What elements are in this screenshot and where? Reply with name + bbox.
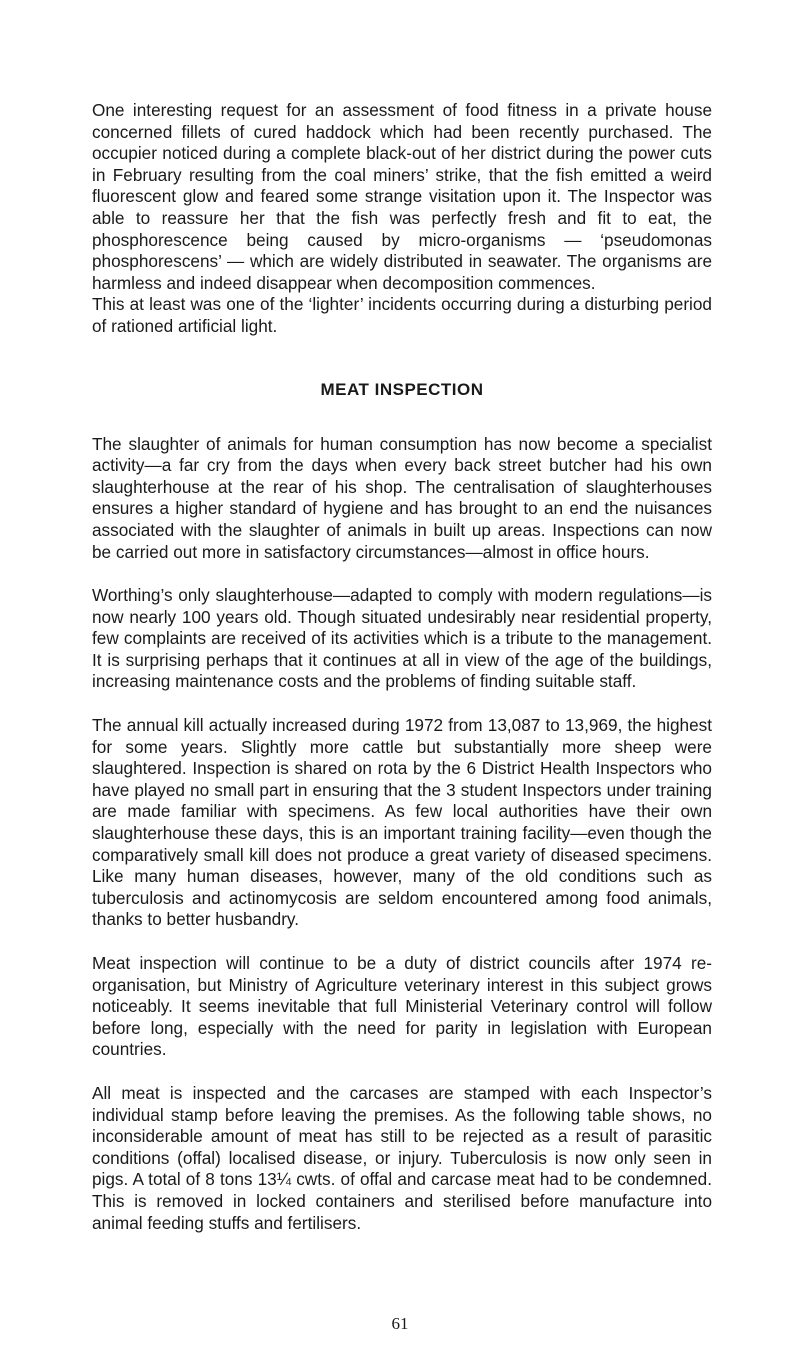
- paragraph-fish-request: One interesting request for an assessment of food fitness in a private house concerned fillets of cured haddock which had been recently purchased. The occupier noticed during a complete black-out of her district during the power cuts in February resulting from the coal miners’ strike, that the fish emitted a weird fluorescent glow and feared some strange visitation upon it. The Inspector was able to reassure her that the fish was perfectly fresh and fit to eat, the phosphorescence being caused by micro-organisms — ‘pseudomonas phosphorescens’ — which are widely distributed in seawater. The organisms are harmless and indeed disappear when decomposition commences.: [92, 100, 712, 293]
- paragraph-worthing-slaughterhouse: Worthing’s only slaughterhouse—adapted to comply with modern regulations—is now nearly 100 years old. Though situated undesirably near residential property, few complaints are received of its activities which is a tribute to the management. It is surprising perhaps that it continues at all in view of the age of the buildings, increasing maintenance costs and the problems of finding suitable staff.: [92, 585, 712, 692]
- paragraph-carcase-stamping: All meat is inspected and the carcases are stamped with each Inspector’s individual stamp before leaving the premises. As the following table shows, no inconsiderable amount of meat has still to be rejected as a result of parasitic conditions (offal) localised disease, or injury. Tuberculosis is now only seen in pigs. A total of 8 tons 13¼ cwts. of offal and carcase meat had to be condemned. This is removed in locked containers and sterilised before manufacture into animal feeding stuffs and fertilisers.: [92, 1082, 712, 1233]
- document-page: [92, 100, 712, 1234]
- paragraph-slaughter-specialist: The slaughter of animals for human consumption has now become a specialist activity—a far cry from the days when every back street butcher had his own slaughterhouse at the rear of his shop. The centralisation of slaughterhouses ensures a higher standard of hygiene and has brought to an end the nuisances associated with the slaughter of animals in built up areas. Inspections can now be carried out more in satisfactory circumstances—almost in office hours.: [92, 433, 712, 562]
- page-number: 61: [391, 1314, 409, 1333]
- section-heading-meat-inspection: MEAT INSPECTION: [320, 379, 484, 399]
- paragraph-annual-kill: The annual kill actually increased during 1972 from 13,087 to 13,969, the highest for some years. Slightly more cattle but substantially more sheep were slaughtered. Inspection is shared on rota by the 6 District Health Inspectors who have played no small part in ensuring that the 3 student Inspectors under training are made familiar with specimens. As few local authorities have their own slaughterhouse these days, this is an important training facility—even though the comparatively small kill does not produce a great variety of diseased specimens. Like many human diseases, however, many of the old conditions such as tuberculosis and actinomycosis are seldom encountered among food animals, thanks to better husbandry.: [92, 715, 712, 930]
- paragraph-lighter-incidents: This at least was one of the ‘lighter’ incidents occurring during a disturbing period of rationed artificial light.: [92, 294, 712, 336]
- paragraph-meat-inspection-duty: Meat inspection will continue to be a duty of district councils after 1974 re-organisation, but Ministry of Agriculture veterinary interest in this subject grows noticeably. It seems inevitable that full Ministerial Veterinary control will follow before long, especially with the need for parity in legislation with European countries.: [92, 953, 712, 1060]
